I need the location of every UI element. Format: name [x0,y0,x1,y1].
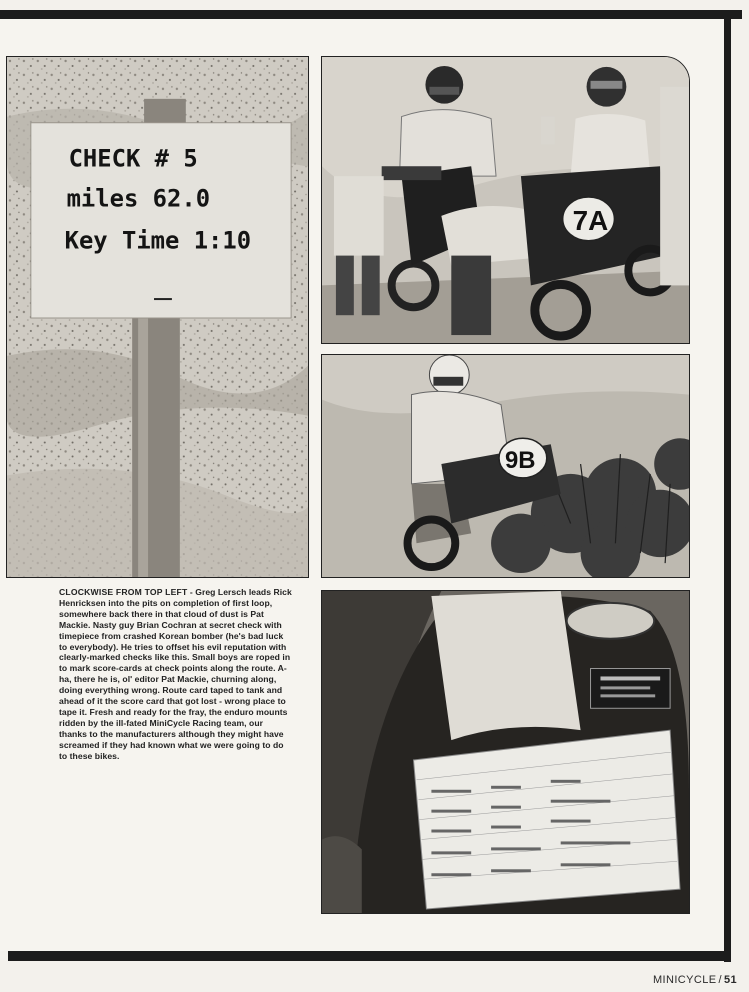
folio-magazine-name: MINICYCLE [652,974,717,986]
photo-rider-in-brush [321,354,690,578]
check-sign-board [31,123,291,318]
caption-lead: CLOCKWISE FROM TOP LEFT [59,587,188,597]
sign-line-key-time: Key Time 1:10 [64,226,252,255]
photo-pits [321,56,690,344]
plate-number-9b: 9B [505,447,536,474]
photo-check-sign [6,56,309,578]
caption-body: - Greg Lersch leads Rick Henricksen into the pits on completion of first loop, somewhere back there in that cloud of dust is Pat Mackie. Nasty guy Brian Cochran at secret check with timepiece from crashed Korean bomber (he's bad luck to everybody). He tries to offset his evil reputation with clearly-marked checks like this. Small boys are roped in to mark score-cards at check points along the route. A-ha, there he is, ol' editor Pat Mackie, churning along, doing everything wrong. Route card taped to tank and ahead of it the score card that got lost - wrong place to tape it. Fresh and ready for the fray, the enduro mounts ridden by the ill-fated MiniCycle Racing team, our thanks to the manufacturers although they might have screamed if they had known what we were going to do to these bikes. [59,587,292,761]
route-card [414,730,681,909]
sign-line-check: CHECK # 5 [68,144,198,173]
folio-page-number: 51 [723,974,737,986]
right-border-rule [724,10,731,962]
plate-number-7a: 7A [572,204,609,236]
number-plate-7a [563,197,615,241]
page-folio [653,974,737,986]
bottom-border-rule [8,951,731,961]
photo-route-card-tank [321,590,690,914]
sign-line-miles: miles 62.0 [66,184,211,213]
number-plate-9b [499,438,547,478]
folio-separator: / [718,974,722,986]
top-border-rule [0,10,742,19]
photo-caption [59,587,293,762]
